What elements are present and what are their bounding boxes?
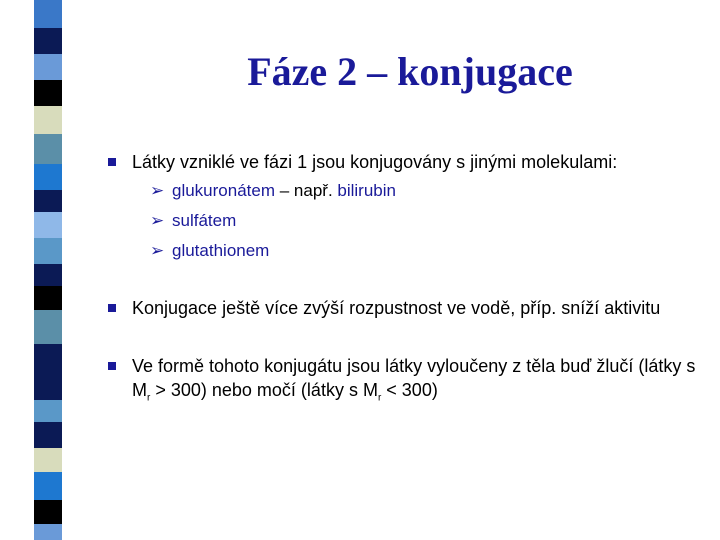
bullet-text-part: Ve formě tohoto konjugátu jsou látky vyloučeny z těla buď žlučí (látky s M [132,356,696,400]
subscript: r [147,392,151,404]
stripe-block [34,212,62,238]
sub-item [142,206,698,236]
sub-item [142,236,698,266]
stripe-block [34,310,62,344]
bullet-text-part: < 300) [381,380,438,400]
stripe-block [34,500,62,524]
stripe-block [34,190,62,212]
subscript: r [377,392,382,404]
bullet-item [108,296,698,320]
stripe-block [34,238,62,264]
bullet-item [108,150,698,266]
bullet-square-icon [108,362,116,370]
stripe-block [34,344,62,364]
sub-item-text: sulfátem [172,211,237,230]
stripe-block [34,106,62,134]
stripe-block [34,400,62,422]
stripe-block [34,364,62,400]
bullet-text [132,356,696,404]
bullet-text-part: > 300) nebo močí (látky s M [150,380,378,400]
bullet-text: Konjugace ještě více zvýší rozpustnost ve vodě, příp. sníží aktivitu [132,298,661,318]
stripe-block [34,164,62,190]
bullet-text: Látky vzniklé ve fázi 1 jsou konjugovány s jinými molekulami: [132,152,618,172]
bullet-square-icon [108,158,116,166]
stripe-block [34,448,62,472]
sub-item-text: glutathionem [172,241,270,260]
bullet-square-icon [108,304,116,312]
sub-item-text: bilirubin [337,181,396,200]
slide-content [108,150,698,411]
arrow-right-icon: ➢ [150,241,165,260]
arrow-right-icon: ➢ [150,181,165,200]
arrow-right-icon: ➢ [150,211,165,230]
sub-item-text: glukuronátem [172,181,276,200]
stripe-block [34,472,62,500]
sub-list [132,176,698,266]
bullet-item [108,354,698,411]
stripe-block [34,0,62,28]
stripe-block [34,524,62,540]
stripe-block [34,134,62,164]
sub-item-text: – např. [275,181,338,200]
stripe-block [34,286,62,310]
sub-item [142,176,698,206]
stripe-block [34,422,62,448]
slide-title: Fáze 2 – konjugace [247,49,573,94]
stripe-block [34,264,62,286]
